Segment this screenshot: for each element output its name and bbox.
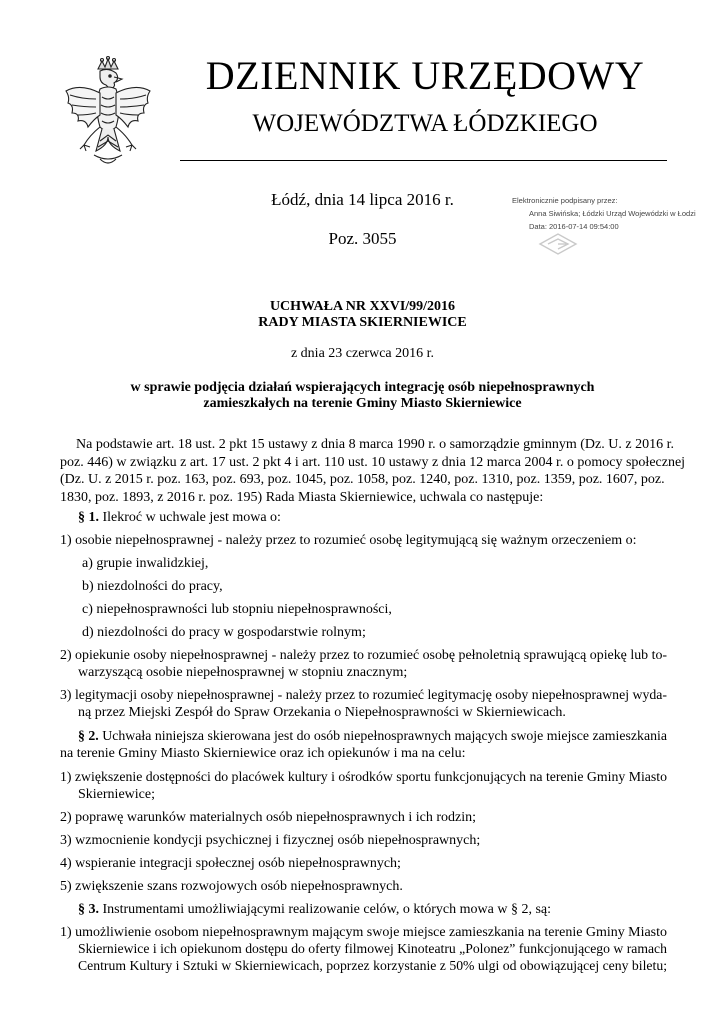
resolution-council: RADY MIASTA SKIERNIEWICE [258, 315, 467, 330]
resolution-subject-line-2: zamieszkałych na terenie Gminy Miasto Skierniewice [203, 396, 522, 411]
s1-item-3-line-2: ną przez Miejski Zespół do Spraw Orzekania o Niepełnosprawności w Skierniewicach. [78, 705, 566, 720]
publication-date: Łódź, dnia 14 lipca 2016 r. [271, 190, 454, 209]
s1-subitem-c: c) niepełnosprawności lub stopniu niepełnosprawności, [82, 602, 392, 617]
s1-subitem-d: d) niezdolności do pracy w gospodarstwie rolnym; [82, 625, 366, 640]
section-2-mark: § 2. [78, 729, 99, 744]
header-divider [180, 160, 667, 161]
s1-item-1: 1) osobie niepełnosprawnej - należy przez to rozumieć osobę legitymującą się ważnym orzeczeniem o: [60, 533, 637, 548]
section-1-text: Ilekroć w uchwale jest mowa o: [102, 510, 281, 525]
intro-line: 1830, poz. 1893, z 2016 r. poz. 195) Rada Miasta Skierniewice, uchwala co następuje: [60, 489, 544, 505]
polish-eagle-emblem-icon [60, 55, 156, 173]
s1-item-3-line-1: 3) legitymacji osoby niepełnosprawnej - należy przez to rozumieć legitymację osoby niepełnosprawnej wyda- [60, 688, 667, 703]
resolution-date: z dnia 23 czerwca 2016 r. [290, 346, 435, 361]
section-2-text: Uchwała niniejsza skierowana jest do osób niepełnosprawnych mających swoje miejsce zamieszkania [102, 729, 667, 744]
s1-item-2-line-2: warzyszącą osobie niepełnosprawnej w stopniu znacznym; [78, 665, 408, 680]
s2-item-3: 3) wzmocnienie kondycji psychicznej i fizycznej osób niepełnosprawnych; [60, 833, 481, 848]
resolution-subject-line-1: w sprawie podjęcia działań wspierających integrację osób niepełnosprawnych [130, 380, 595, 395]
electronic-signature [512, 196, 722, 262]
journal-title: DZIENNIK URZĘDOWY [205, 53, 645, 98]
section-2-line-1 [78, 728, 667, 746]
section-2-line-2: na terenie Gminy Miasto Skierniewice oraz ich opiekunów i ma na celu: [60, 746, 466, 761]
signature-signer: Anna Siwińska; Łódzki Urząd Wojewódzki w Łodzi [529, 209, 696, 218]
legal-basis-paragraph [60, 436, 686, 506]
signature-label: Elektronicznie podpisany przez: [512, 196, 618, 205]
s3-item-1-line-1: 1) umożliwienie osobom niepełnosprawnym mającym swoje miejsce zamieszkania na terenie Gminy Miasto [60, 925, 667, 940]
resolution-title: UCHWAŁA NR XXVI/99/2016 [269, 299, 456, 314]
s2-item-1-line-1: 1) zwiększenie dostępności do placówek kultury i ośrodków sportu funkcjonujących na terenie Gminy Miasto [60, 770, 668, 785]
s2-item-2: 2) poprawę warunków materialnych osób niepełnosprawnych i ich rodzin; [60, 810, 476, 825]
section-3-intro [78, 901, 551, 919]
section-3-text: Instrumentami umożliwiającymi realizowanie celów, o których mowa w § 2, są: [102, 902, 552, 917]
journal-subtitle: WOJEWÓDZTWA ŁÓDZKIEGO [252, 110, 598, 137]
signature-stamp-icon [536, 232, 580, 256]
s1-subitem-b: b) niezdolności do pracy, [82, 579, 223, 594]
section-3-mark: § 3. [78, 902, 99, 917]
intro-line: Na podstawie art. 18 ust. 2 pkt 15 ustawy z dnia 8 marca 1990 r. o samorządzie gminnym (Dz. U. z 2016 r. [76, 437, 674, 452]
s3-item-1-line-3: Centrum Kultury i Sztuki w Skierniewicach, poprzez korzystanie z 50% ulgi od obowiązującej ceny biletu; [78, 959, 668, 974]
s2-item-5: 5) zwiększenie szans rozwojowych osób niepełnosprawnych. [60, 879, 403, 894]
s2-item-1-line-2: Skierniewice; [78, 787, 155, 802]
intro-line: poz. 446) w związku z art. 17 ust. 2 pkt 4 i art. 110 ust. 10 ustawy z dnia 12 marca 2004 r. o pomocy społecznej [60, 454, 686, 470]
intro-line: (Dz. U. z 2015 r. poz. 163, poz. 693, poz. 1045, poz. 1058, poz. 1240, poz. 1310, poz. 1359, poz. 1607, poz. [60, 472, 665, 487]
s2-item-4: 4) wspieranie integracji społecznej osób niepełnosprawnych; [60, 856, 401, 871]
signature-date: Data: 2016-07-14 09:54:00 [529, 222, 619, 231]
position-number: Poz. 3055 [328, 229, 397, 248]
section-1-mark: § 1. [78, 510, 99, 525]
section-1-intro [78, 509, 281, 527]
s1-item-2-line-1: 2) opiekunie osoby niepełnosprawnej - należy przez to rozumieć osobę pełnoletnią sprawującą opiekę lub to- [60, 648, 668, 663]
s3-item-1-line-2: Skierniewice i ich opiekunom dostępu do oferty filmowej Kinoteatru „Polonez” funkcjonującego w ramach [78, 942, 667, 957]
s1-subitem-a: a) grupie inwalidzkiej, [82, 556, 209, 571]
